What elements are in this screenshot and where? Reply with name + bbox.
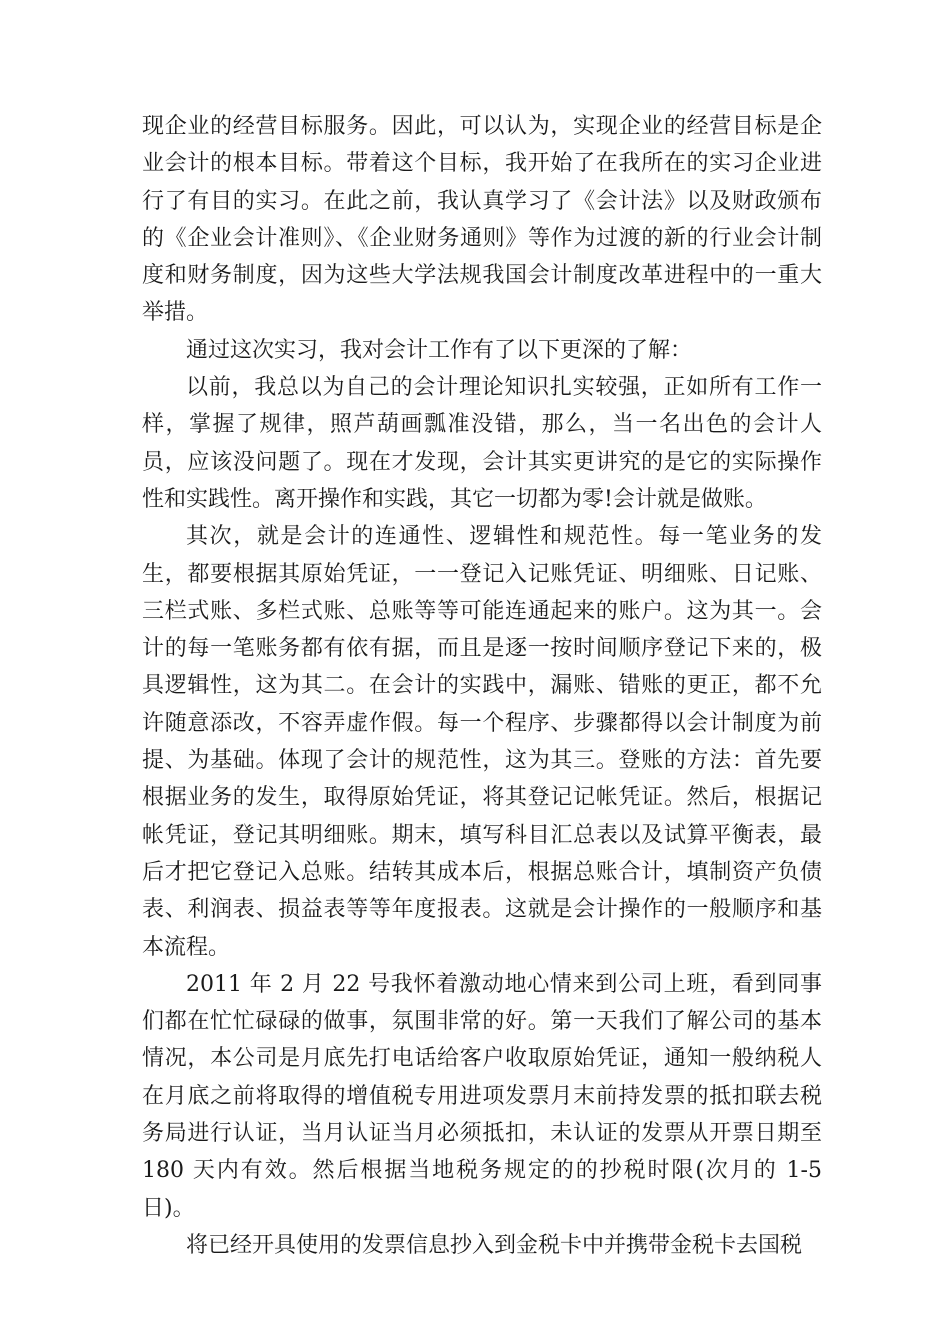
paragraph-2: 通过这次实习，我对会计工作有了以下更深的了解： (186, 337, 693, 363)
paragraph-5: 2011 年 2 月 22 号我怀着激动地心情来到公司上班，看到同事们都在忙忙碌碌的做事，氛围非常的好。第一天我们了解公司的基本情况，本公司是月底先打电话给客户收取原始凭证，通知一般纳税人在月底之前将取得的增值税专用进项发票月末前持发票的抵扣联去税务局进行认证，当月认证当月必须抵扣，未认证的发票从开票日期至 180 天内有效。然后根据当地税务规定的的抄税时限(次月的 1-5 日)。 (142, 971, 822, 1221)
paragraph-6: 将已经开具使用的发票信息抄入到金税卡中并携带金税卡去国税 (186, 1232, 803, 1258)
paragraph-1: 现企业的经营目标服务。因此，可以认为，实现企业的经营目标是企业会计的根本目标。带着这个目标，我开始了在我所在的实习企业进行了有目的实习。在此之前，我认真学习了《会计法》以及财政颁布的《企业会计准则》、《企业财务通则》等作为过渡的新的行业会计制度和财务制度，因为这些大学法规我国会计制度改革进程中的一重大举措。 (142, 114, 822, 326)
paragraph-3: 以前，我总以为自己的会计理论知识扎实较强，正如所有工作一样，掌握了规律，照芦葫画瓢准没错，那么，当一名出色的会计人员，应该没问题了。现在才发现，会计其实更讲究的是它的实际操作性和实践性。离开操作和实践，其它一切都为零!会计就是做账。 (142, 375, 822, 512)
paragraph-4: 其次，就是会计的连通性、逻辑性和规范性。每一笔业务的发生，都要根据其原始凭证，一一登记入记账凭证、明细账、日记账、三栏式账、多栏式账、总账等等可能连通起来的账户。这为其一。会计的每一笔账务都有依有据，而且是逐一按时间顺序登记下来的，极具逻辑性，这为其二。在会计的实践中，漏账、错账的更正，都不允许随意添改，不容弄虚作假。每一个程序、步骤都得以会计制度为前提、为基础。体现了会计的规范性，这为其三。登账的方法：首先要根据业务的发生，取得原始凭证，将其登记记帐凭证。然后，根据记帐凭证，登记其明细账。期末，填写科目汇总表以及试算平衡表，最后才把它登记入总账。结转其成本后，根据总账合计，填制资产负债表、利润表、损益表等等年度报表。这就是会计操作的一般顺序和基本流程。 (142, 524, 822, 960)
document-body (142, 108, 822, 1264)
